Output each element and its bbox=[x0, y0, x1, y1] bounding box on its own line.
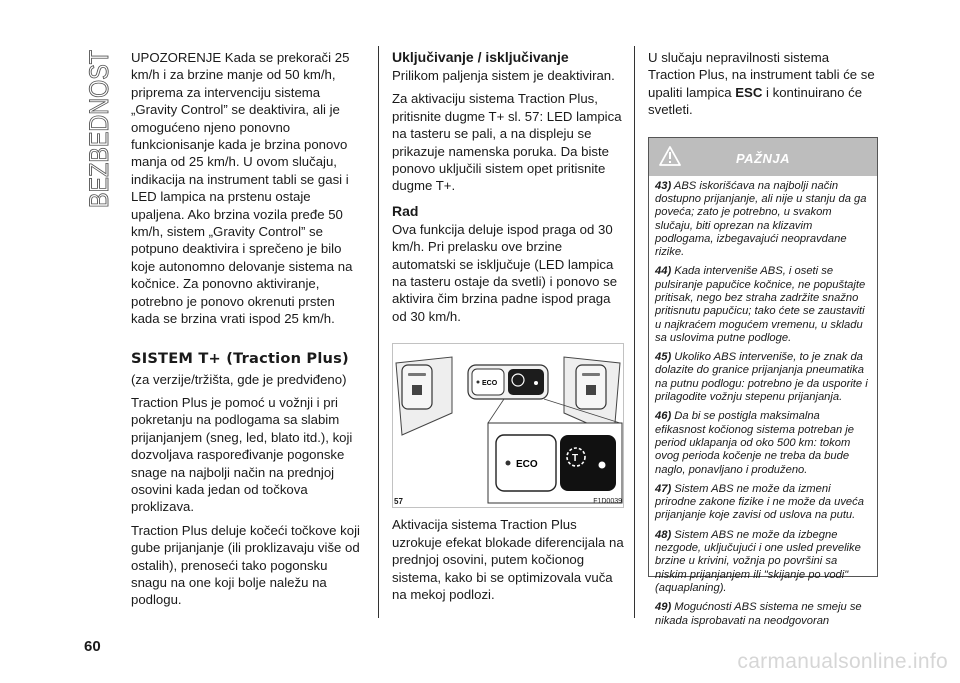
svg-text:T: T bbox=[572, 453, 579, 465]
column-middle bbox=[392, 49, 624, 609]
warning-item bbox=[655, 601, 871, 628]
warning-list bbox=[649, 176, 877, 628]
warning-item bbox=[655, 529, 871, 595]
section-heading-traction-plus: SISTEM T+ (Traction Plus) bbox=[131, 349, 349, 367]
threshold-text: Ova funkcija deluje ispod praga od 30 km/h. Pri prelasku ove brzine automatski se isključuje (LED lampica na tasteru ostaje da svetli) i ponovo se aktivira čim brzina padne ispod praga od 30 km/h. bbox=[392, 221, 618, 324]
warning-title: PAŽNJA bbox=[735, 150, 791, 166]
warning-item-number: 47) bbox=[655, 482, 672, 495]
section-side-title bbox=[84, 50, 114, 210]
activation-text: Za aktivaciju sistema Traction Plus, pritisnite dugme T+ sl. 57: LED lampica na tasteru se pali, a na displeju se prikazuje namenska poruka. Da biste ponovo uključili sistem opet pritisnite dugme T+. bbox=[392, 91, 622, 194]
heading-on-off: Uključivanje / isključivanje bbox=[392, 49, 569, 65]
console-buttons-illustration bbox=[392, 343, 624, 508]
warning-item bbox=[655, 351, 871, 404]
differential-effect-text: Aktivacija sistema Traction Plus uzrokuje efekat blokade diferencijala na prednjoj osovini, putem kočionog sistema, kako bi se optimizovala vuča na mekoj podlozi. bbox=[392, 517, 624, 602]
warning-item-number: 43) bbox=[655, 179, 672, 192]
eco-label-large: ECO bbox=[516, 459, 538, 471]
warning-item bbox=[655, 483, 871, 523]
warning-item-number: 48) bbox=[655, 528, 672, 541]
warning-item-number: 44) bbox=[655, 265, 672, 278]
traction-plus-description: Traction Plus je pomoć u vožnji i pri pokretanju na podlogama sa slabim prijanjanjem (sneg, led, blato itd.), koji dozvoljava raspoređivanje pogonske snage na najbolji način na prednjoj osovini kada jedan od točkova proklizava. bbox=[131, 394, 353, 515]
warning-header bbox=[649, 138, 877, 176]
ignition-text: Prilikom paljenja sistem je deaktiviran. bbox=[392, 68, 615, 83]
warning-item-number: 46) bbox=[655, 410, 672, 423]
figure-number: 57 bbox=[394, 496, 403, 506]
warning-item bbox=[655, 265, 871, 345]
column-divider-2 bbox=[634, 46, 635, 618]
malfunction-text-end: i kontinuirano će svetleti. bbox=[648, 84, 863, 118]
column-divider-1 bbox=[378, 46, 379, 618]
heading-operation: Rad bbox=[392, 202, 419, 219]
figure-code: F1D0039 bbox=[593, 497, 622, 505]
warning-item-text: Sistem ABS ne može da izmeni prirodne zakone fizike i ne može da uveća prijanjanje koje zavisi od uslova na putu. bbox=[655, 482, 864, 522]
warning-item-text: ABS iskorišćava na najbolji način dostupno prijanjanje, ali nije u stanju da ga poveća; zato je potrebno, u svakom slučaju, biti oprezan na klizavim podlogama, izbegavajući neopravdane rizike. bbox=[655, 179, 867, 259]
warning-item-text: Sistem ABS ne može da izbegne nezgode, uključujući i one usled prevelike brzine u krivini, vožnja po površini sa niskim prijanjanjem ili "skijanje po vodi" (aquaplaning). bbox=[655, 528, 861, 594]
warning-item-number: 45) bbox=[655, 351, 672, 364]
esc-indicator-label: ESC bbox=[735, 84, 763, 100]
warning-item-number: 49) bbox=[655, 601, 672, 614]
side-title-graphic bbox=[84, 50, 114, 210]
warning-item-text: Mogućnosti ABS sistema ne smeju se nikada isprobavati na neodgovoran bbox=[655, 601, 862, 627]
column-right bbox=[648, 49, 878, 627]
version-note: (za verzije/tržišta, gde je predviđeno) bbox=[131, 371, 347, 387]
warning-box bbox=[648, 137, 878, 627]
warning-item-text: Da bi se postigla maksimalna efikasnost kočionog sistema potreban je period uklapanja od oko 500 km: tokom ovog perioda kočenje ne treba da bude naglo, ponavljano i produženo. bbox=[655, 410, 855, 476]
column-left bbox=[131, 49, 367, 615]
page-number: 60 bbox=[84, 638, 101, 655]
malfunction-text-start: U slučaju nepravilnosti sistema Traction Plus, na instrument tabli će se upaliti lampica bbox=[648, 50, 875, 100]
gravity-control-warning-text: UPOZORENJE Kada se prekorači 25 km/h i za brzine manje od 50 km/h, priprema za intervenciju sistema „Gravity Control” se deaktivira, ali je omogućeno njeno ponovno funkcionisanje kada je brzina ponovo manja od 25 km/h. U ovom slučaju, indikacija na instrument tabli se gasi i LED lampica na prstenu ostaje upaljena. Ako brzina vozila pređe 50 km/h, sistem „Gravity Control” se potpuno deaktivira i sprečeno je bilo koje autonomno delovanje sistema na kočnice. Za ponovno aktiviranje, potrebno je ponovo okrenuti prsten kada se brzina vrati ispod 25 km/h. bbox=[131, 50, 353, 327]
warning-item-text: Ukoliko ABS interveniše, to je znak da dolazite do granice prijanjanja pneumatika na putnu podlogu: potrebno je da usporite i prilagodite vožnju stepenu prijanjanja. bbox=[655, 351, 868, 404]
warning-item bbox=[655, 410, 871, 476]
figure-57 bbox=[392, 343, 624, 508]
side-title-text: BEZBEDNOST bbox=[84, 50, 114, 208]
eco-label-small: ECO bbox=[482, 380, 498, 388]
warning-item-text: Kada interveniše ABS, i oseti se pulsiranje papučice kočnice, ne popuštajte pritisak, nego bez straha zadržite snažno pritisnutu papučicu; tako ćete se zaustaviti u najkraćem mogućem vremenu, u skladu sa uslovima putne podloge. bbox=[655, 265, 866, 344]
warning-item bbox=[655, 180, 871, 260]
traction-plus-operation: Traction Plus deluje kočeći točkove koji gube prijanjanje (ili proklizavaju više od ostalih), prenoseći tako pogonsku snagu na one koji bolje naležu na podlogu. bbox=[131, 522, 360, 608]
watermark: carmanualsonline.info bbox=[737, 650, 948, 673]
malfunction-text bbox=[648, 49, 878, 119]
